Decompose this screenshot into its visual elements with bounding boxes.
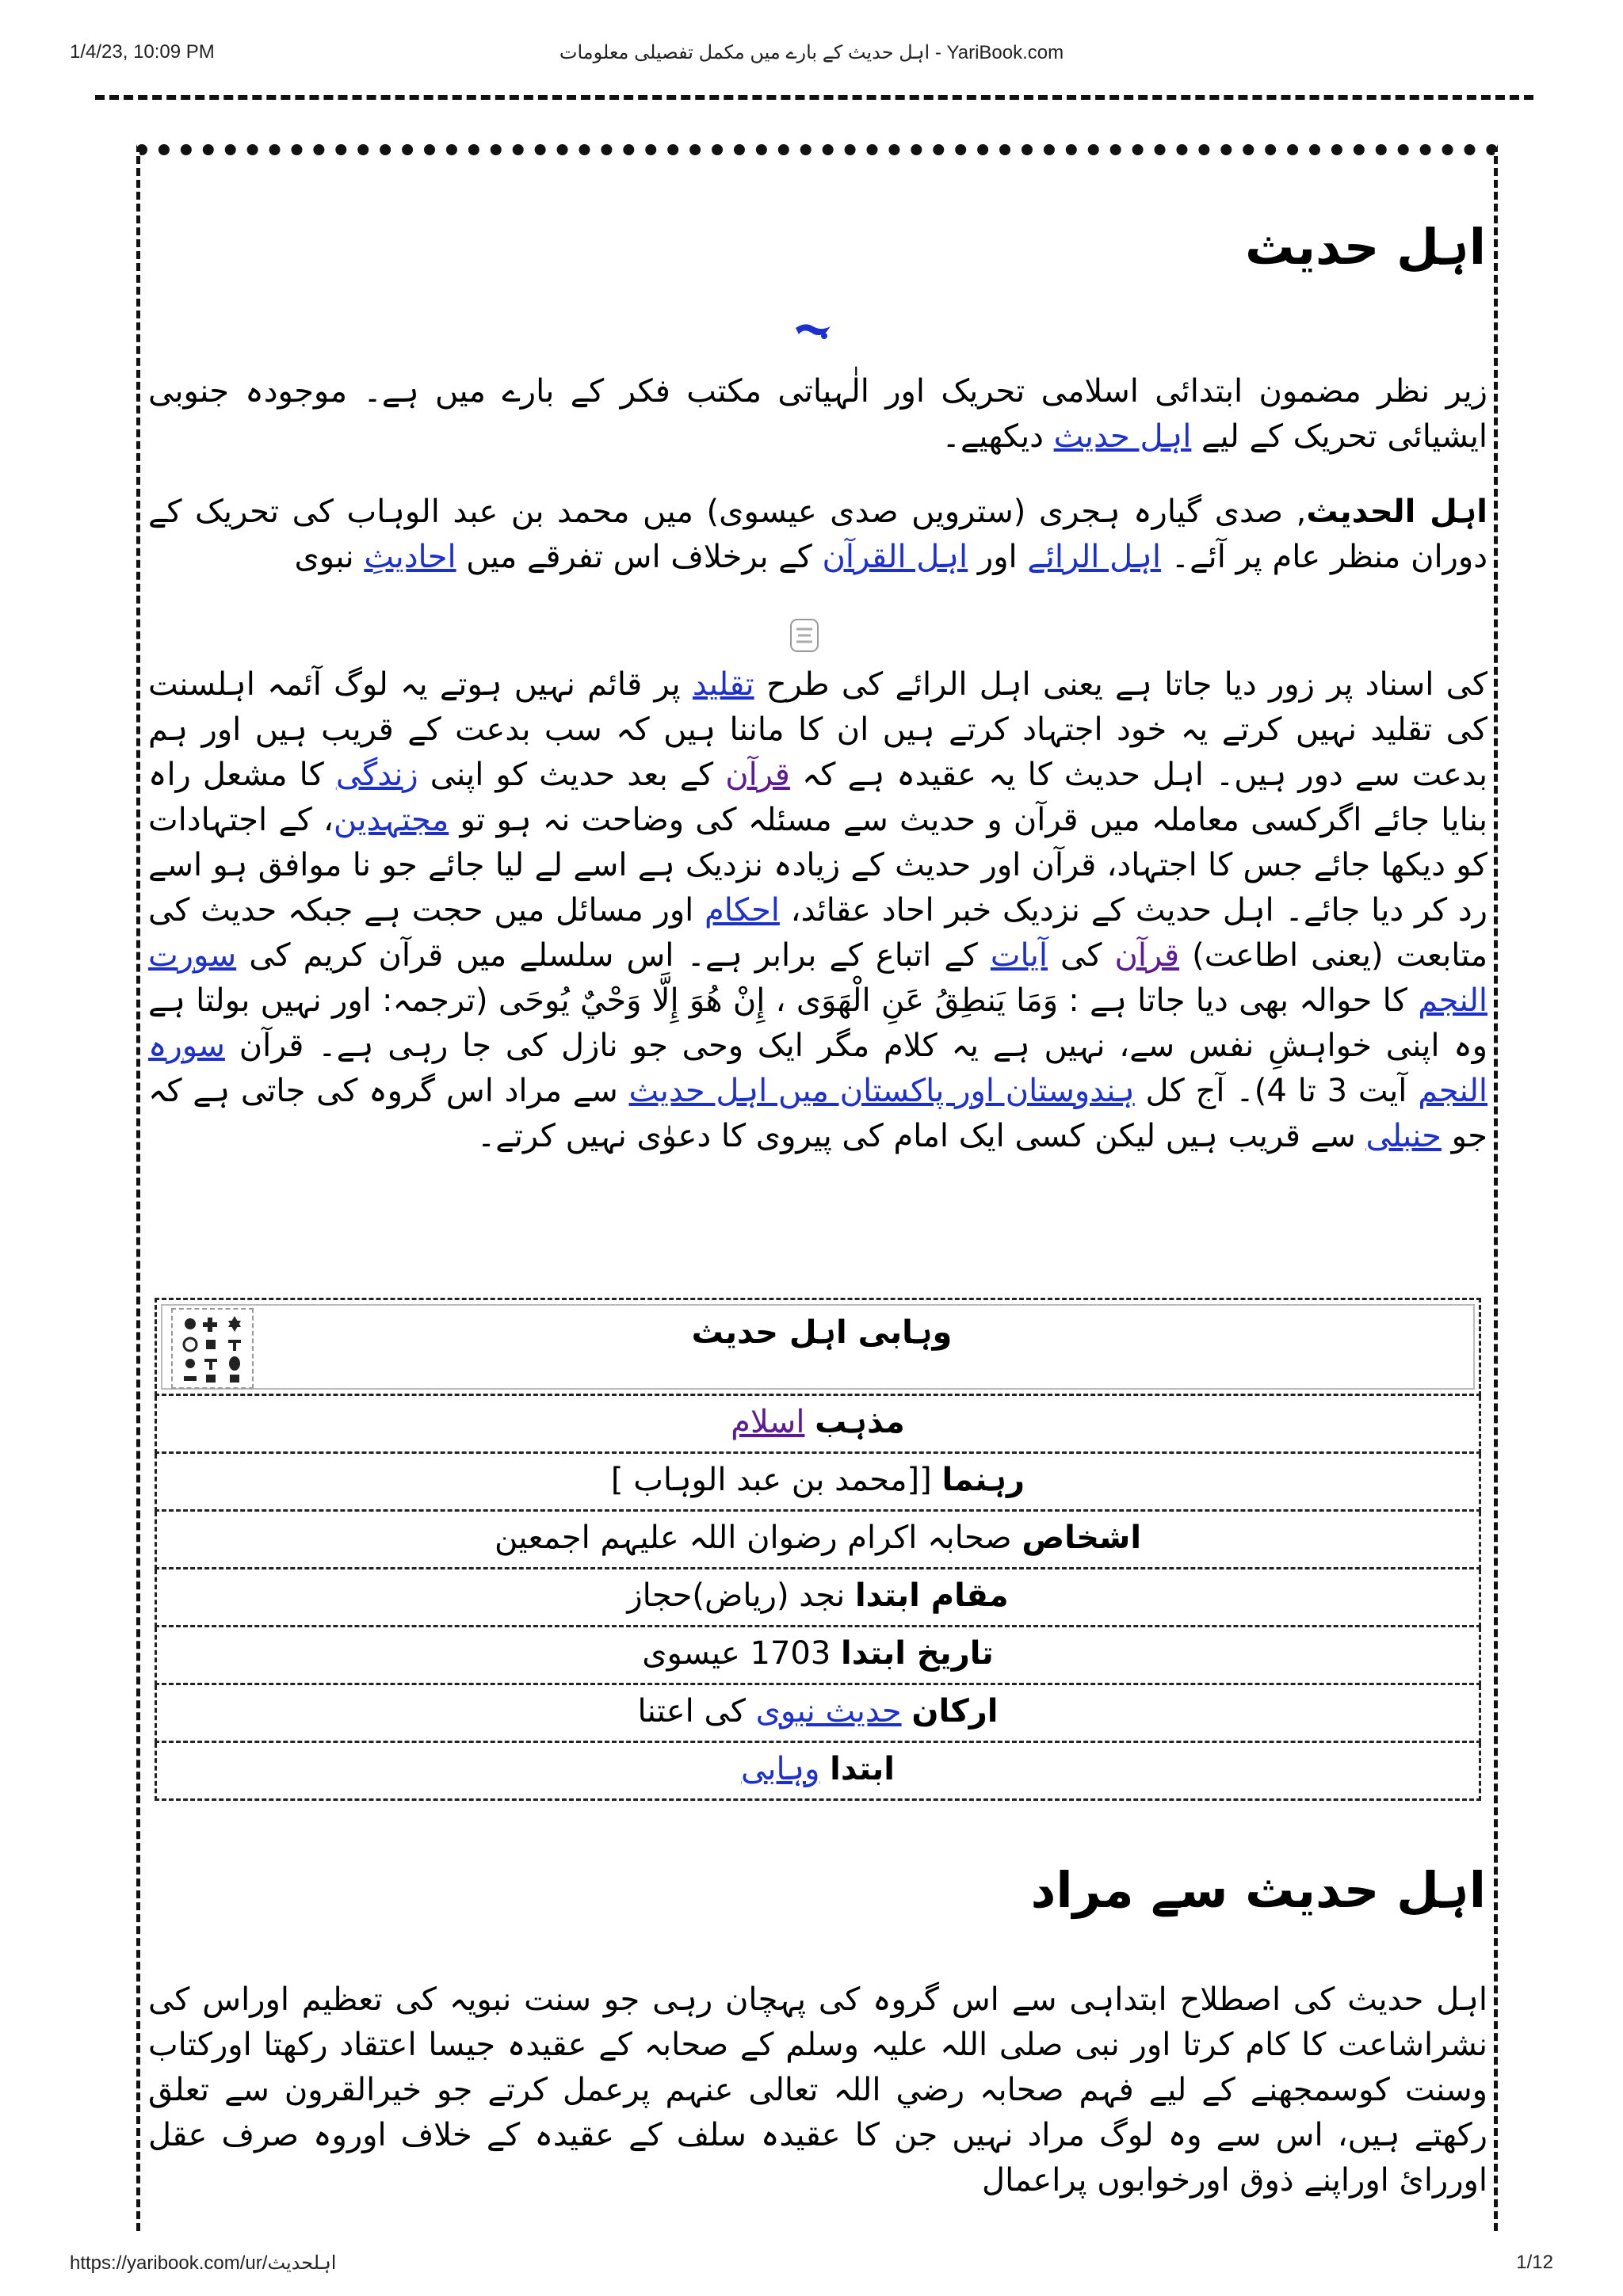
intro-paragraph (148, 369, 1487, 460)
infobox-row-beginning (155, 1743, 1481, 1801)
text-span: کی اسناد پر زور دیا جاتا ہے یعنی اہل الرائے کی طرح (754, 666, 1487, 703)
row-value: [[محمد بن عبد الوہاب ] (610, 1462, 932, 1498)
infobox-row-origin-date (155, 1627, 1481, 1685)
definition-paragraph: اہل حدیث کی اصطلاح ابتداہی سے اس گروہ کی پہچان رہی جو سنت نبویہ کی تعظیم اوراس کی نشراشاعت کا کام کرتا اور نبی صلی اللہ علیہ وسلم کے صحابہ کے عقیدہ جیسا اعتقاد رکھتا اورکتاب وسنت کوسمجھنے کے لیے فہم صحابہ رضي اللہ تعالی عنہم پرعمل کرتے جو خیرالقرون سے تعلق رکھتے ہیں، اس سے وہ لوگ مراد نہیں جن کا عقیدہ سلف کے عقیدہ کے خلاف اوروہ صرف عقل اوررائ اوراپنے ذوق اورخوابوں پراعمال (148, 1981, 1487, 2199)
text-span: اور مسائل میں حجت ہے جبکہ حدیث کی متابعت (یعنی اطاعت) (148, 892, 1487, 974)
text-span: کے اتباع کے برابر ہے۔ اس سلسلے میں قرآن کریم کی (236, 937, 991, 974)
page-title: اہل حدیث (1245, 218, 1486, 276)
text-span: کے بعد حدیث کو اپنی (418, 757, 726, 793)
quran-link[interactable]: قرآن (725, 757, 790, 793)
text-span: سے مراد اس گروہ کی جاتی ہے کہ جو (148, 1073, 1487, 1154)
row-label: مقام ابتدا (854, 1577, 1009, 1614)
row-label: رہنما (941, 1462, 1025, 1498)
row-value: کی اعتنا (637, 1693, 756, 1730)
surah-al-najm-link[interactable]: سورہ النجم (148, 1028, 1488, 1109)
religious-symbols-icon (171, 1308, 254, 1389)
print-title: اہل حدیث کے بارے میں مکمل تفصیلی معلومات - YariBook.com (559, 42, 1064, 63)
print-header (0, 41, 1623, 73)
row-value: نجد (ریاض)حجاز (627, 1577, 846, 1614)
text-span: آیت 3 تا 4)۔ آج کل (1134, 1073, 1419, 1109)
section-heading: اہل حدیث سے مراد (1030, 1861, 1486, 1919)
blue-ribbon-icon (794, 322, 832, 342)
infobox-header (155, 1298, 1481, 1396)
ayat-link[interactable]: آیات (990, 937, 1048, 974)
article-frame (136, 144, 1498, 2231)
infobox-row-persons (155, 1512, 1481, 1569)
text-span: پر قائم نہیں ہوتے یہ لوگ آئمہ اہلسنت کی تقلید نہیں کرتے یہ خود اجتہاد کرتے ہیں ان کا ماننا ہیں کہ سب بدعت کے قریب ہیں اور ہم بدعت سے دور ہیں۔ اہل حدیث کا یہ عقیدہ ہے کہ (148, 666, 1487, 793)
infobox (155, 1298, 1481, 1801)
text-span: اور (968, 539, 1028, 575)
infobox-row-origin-place (155, 1569, 1481, 1627)
infobox-row-religion (155, 1396, 1481, 1454)
text-span: ، کے اجتہادات کو دیکھا جائے جس کا اجتہاد، قرآن اور حدیث کے زیادہ نزدیک ہے اسے لے لیا جائے جو نا موافق ہو اسے رد کر دیا جائے۔ اہل حدیث کے نزدیک خبر احاد عقائد، (148, 802, 1488, 929)
page-number: 1/12 (1516, 2252, 1553, 2273)
row-value: 1703 عیسوی (642, 1635, 831, 1672)
origin-paragraph (148, 490, 1487, 580)
bold-term: اہل الحدیث (1306, 494, 1487, 530)
beliefs-paragraph (148, 662, 1487, 1159)
surat-link[interactable]: سورت (148, 937, 237, 974)
text-span: , صدی گیارہ ہجری (سترویں صدی عیسوی) میں محمد بن عبد الوہاب کی تحریک کے دوران منظر عام پر آئے۔ (148, 494, 1487, 575)
ahl-al-rai-link[interactable]: اہل الرائے (1027, 539, 1161, 575)
row-label: اشخاص (1022, 1520, 1142, 1556)
india-pakistan-ahl-hadith-link[interactable]: ہندوستان اور پاکستان میں اہل حدیث (628, 1073, 1135, 1109)
row-label: ابتدا (830, 1751, 895, 1787)
ahl-al-quran-link[interactable]: اہل القرآن (822, 539, 968, 575)
header-divider (95, 95, 1533, 100)
calligraphy-seal-icon (789, 615, 820, 656)
infobox-row-pillars (155, 1685, 1481, 1743)
text-span: کے برخلاف اس تفرقے میں (456, 539, 823, 575)
quran-link-2[interactable]: قرآن (1114, 937, 1180, 974)
text-span: کا مشعل راہ بنایا جائے اگرکسی معاملہ میں قرآن و حدیث سے مسئلہ کی وضاحت نہ ہو تو (148, 757, 1488, 838)
print-footer (0, 2252, 1623, 2280)
hanbali-link[interactable]: حنبلی (1365, 1118, 1442, 1154)
ahkam-link[interactable]: احکام (705, 892, 780, 929)
taqlid-link[interactable]: تقلید (692, 666, 754, 703)
ahl-hadith-link[interactable]: اہل حدیث (1053, 418, 1192, 455)
wahhabi-link[interactable]: وہابی (740, 1751, 820, 1787)
text-span: دیکھیے۔ (941, 418, 1054, 455)
print-date: 1/4/23, 10:09 PM (70, 41, 215, 63)
al-najm-link[interactable]: النجم (1418, 982, 1487, 1019)
zindagi-link[interactable]: زندگی (335, 757, 418, 793)
hadith-nabawi-link[interactable]: حدیث نبوی (755, 1693, 902, 1730)
text-span: کا حوالہ بھی دیا جاتا ہے : وَمَا يَنطِقُ عَنِ الْهَوَى ، إِنْ هُوَ إِلَّا وَحْيٌ يُوحَى (ترجمہ: اور نہیں بولتا ہے وہ اپنی خواہشِ نفس سے، نہیں ہے یہ کلام مگر ایک وحی جو نازل کی جا رہی ہے۔ قرآن (148, 982, 1487, 1064)
row-value: صحابہ اکرام رضوان اللہ علیہم اجمعین (494, 1520, 1012, 1556)
row-label: ارکان (911, 1693, 999, 1730)
text-span: سے قریب ہیں لیکن کسی ایک امام کی پیروی کا دعوٰی نہیں کرتے۔ (476, 1118, 1366, 1154)
row-label: تاریخ ابتدا (841, 1635, 994, 1672)
infobox-row-leader (155, 1454, 1481, 1512)
text-span: زیر نظر مضمون ابتدائی اسلامی تحریک اور الٰہیاتی مکتب فکر کے بارے میں ہے۔ موجودہ جنوبی ایشیائی تحریک کے لیے (148, 373, 1487, 455)
page-url: https://yaribook.com/ur/اہلحدیث (70, 2252, 337, 2274)
infobox-title: وہابی اہل حدیث (691, 1314, 953, 1351)
row-label: مذہب (815, 1404, 905, 1440)
ahadith-link[interactable]: احادیثِ (364, 539, 456, 575)
islam-link[interactable]: اسلام (731, 1404, 805, 1440)
mujtahidin-link[interactable]: مجتہدین (333, 802, 449, 838)
text-span: نبوی (294, 539, 365, 575)
text-span: کی (1047, 937, 1115, 974)
